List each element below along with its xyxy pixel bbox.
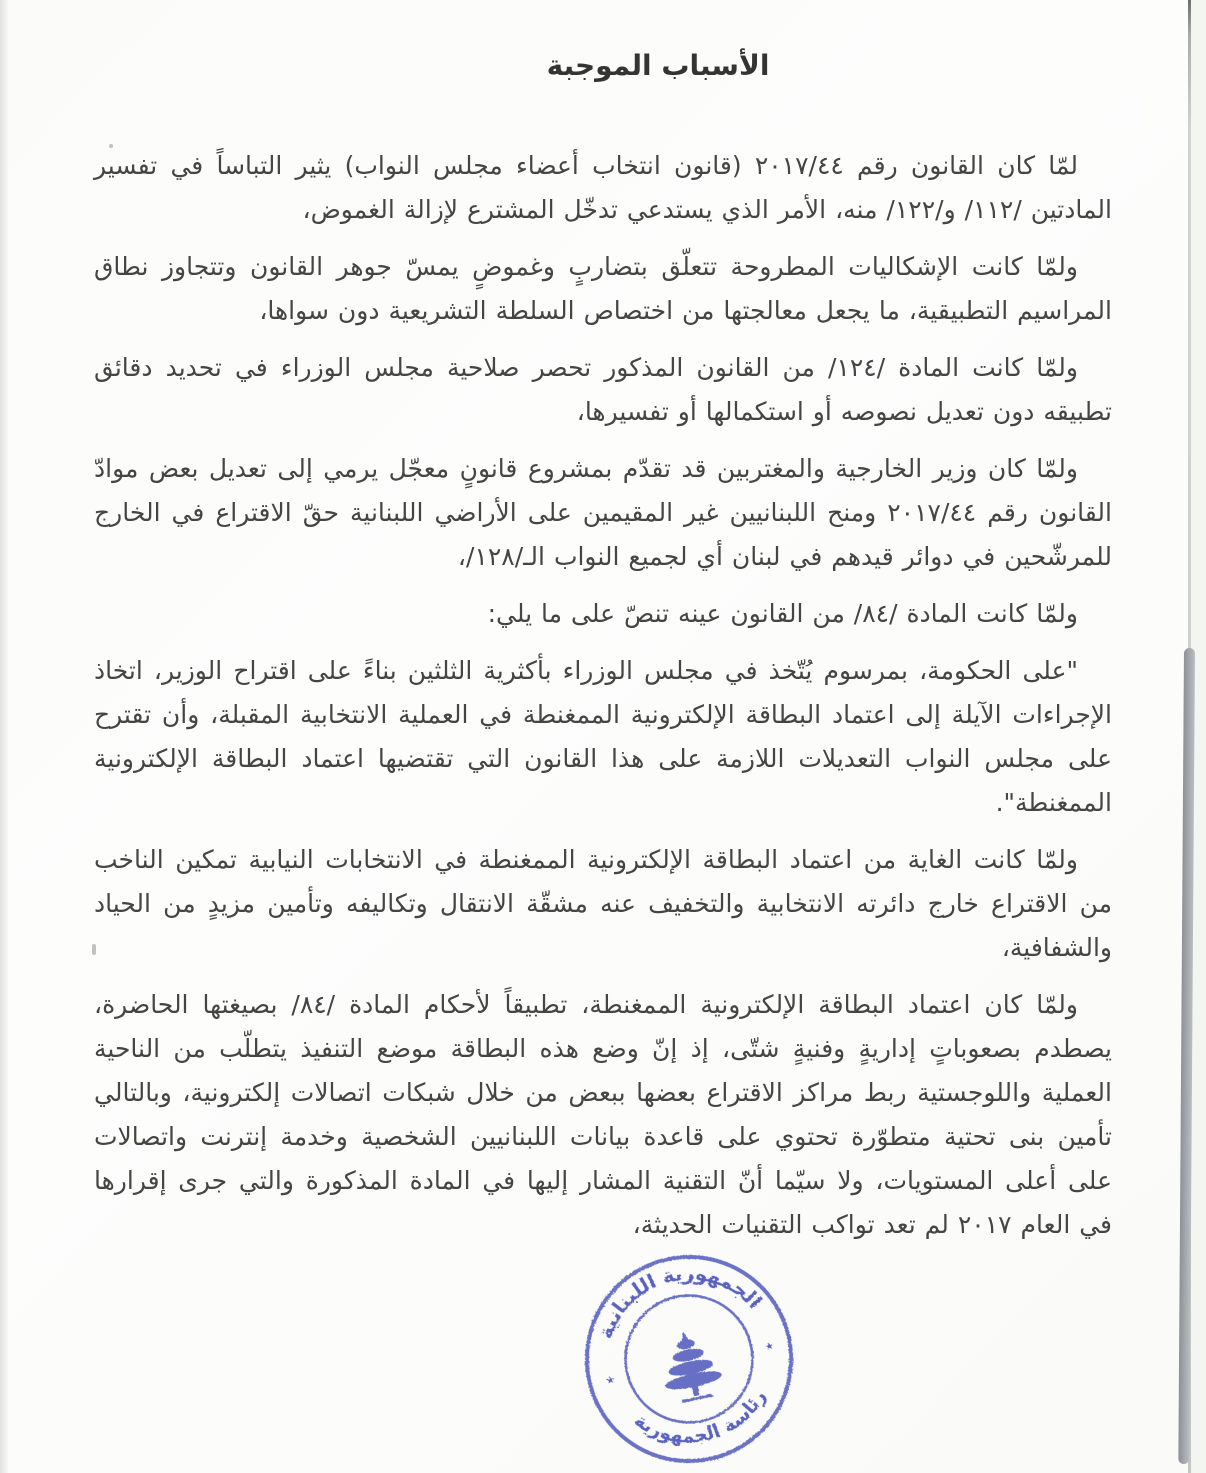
stamp-ring-top-text: الجمهورية اللبنانية (593, 1261, 767, 1342)
paragraph-3: ولمّا كانت المادة /١٢٤/ من القانون المذكور تحصر صلاحية مجلس الوزراء في تحديد دقائق تطبيقه دون تعديل نصوصه أو استكمالها أو تفسيرها، (94, 353, 1112, 426)
stamp-star-right-icon: ٭ (762, 1334, 776, 1356)
paragraph-7: ولمّا كانت الغاية من اعتماد البطاقة الإلكترونية الممغنطة في الانتخابات النيابية تمكين الناخب من الاقتراع خارج دائرته الانتخابية والتخفيف عنه مشقّة الانتقال وتكاليفه وتأمين مزيدٍ من الحياد والشفافية، (94, 845, 1112, 962)
paragraph-4: ولمّا كان وزير الخارجية والمغتربين قد تقدّم بمشروع قانونٍ معجّل يرمي إلى تعديل بعض موادّ القانون رقم ٢٠١٧/٤٤ ومنح اللبنانيين غير المقيمين على الأراضي اللبنانية حقّ الاقتراع في الخارج للمرشّحين في دوائر قيدهم في لبنان أي لجميع النواب الـ/١٢٨/، (94, 454, 1112, 571)
cedar-tree-icon (655, 1326, 726, 1406)
paragraph-5: ولمّا كانت المادة /٨٤/ من القانون عينه تنصّ على ما يلي: (487, 599, 1078, 628)
presidency-stamp (560, 1230, 819, 1473)
document-title: الأسباب الموجبة (546, 48, 770, 82)
document-body (94, 144, 1112, 1260)
scan-left-edge (0, 0, 8, 1473)
paragraph-8: ولمّا كان اعتماد البطاقة الإلكترونية الممغنطة، تطبيقاً لأحكام المادة /٨٤/ بصيغتها الحاضرة، يصطدم بصعوباتٍ إداريةٍ وفنيةٍ شتّى، إذ إنّ وضع هذه البطاقة موضع التنفيذ يتطلّب من الناحية العملية واللوجستية ربط مراكز الاقتراع بعضها ببعض من خلال شبكات اتصالات إلكترونية، وبالتالي تأمين بنى تحتية متطوّرة تحتوي على قاعدة بيانات اللبنانيين الشخصية وخدمة إنترنت واتصالات على أعلى المستويات، ولا سيّما أنّ التقنية المشار إليها في المادة المذكورة والتي جرى إقرارها في العام ٢٠١٧ لم تعد تواكب التقنيات الحديثة، (94, 990, 1112, 1239)
stamp-ring-bottom-text: رئاسة الجمهورية (630, 1386, 771, 1448)
stamp-star-left-icon: ٭ (603, 1368, 617, 1390)
paragraph-2: ولمّا كانت الإشكاليات المطروحة تتعلّق بتضاربٍ وغموضٍ يمسّ جوهر القانون وتتجاوز نطاق المراسيم التطبيقية، ما يجعل معالجتها من اختصاص السلطة التشريعية دون سواها، (94, 252, 1112, 325)
paragraph-6: "على الحكومة، بمرسوم يُتّخذ في مجلس الوزراء بأكثرية الثلثين بناءً على اقتراح الوزير، اتخاذ الإجراءات الآيلة إلى اعتماد البطاقة الإلكترونية الممغنطة في العملية الانتخابية المقبلة، وأن تقترح على مجلس النواب التعديلات اللازمة على هذا القانون التي تقتضيها اعتماد البطاقة الإلكترونية الممغنطة". (94, 656, 1112, 817)
paragraph-1: لمّا كان القانون رقم ٢٠١٧/٤٤ (قانون انتخاب أعضاء مجلس النواب) يثير التباساً في تفسير المادتين /١١٢/ و/١٢٢/ منه، الأمر الذي يستدعي تدخّل المشترع لإزالة الغموض، (94, 151, 1112, 224)
